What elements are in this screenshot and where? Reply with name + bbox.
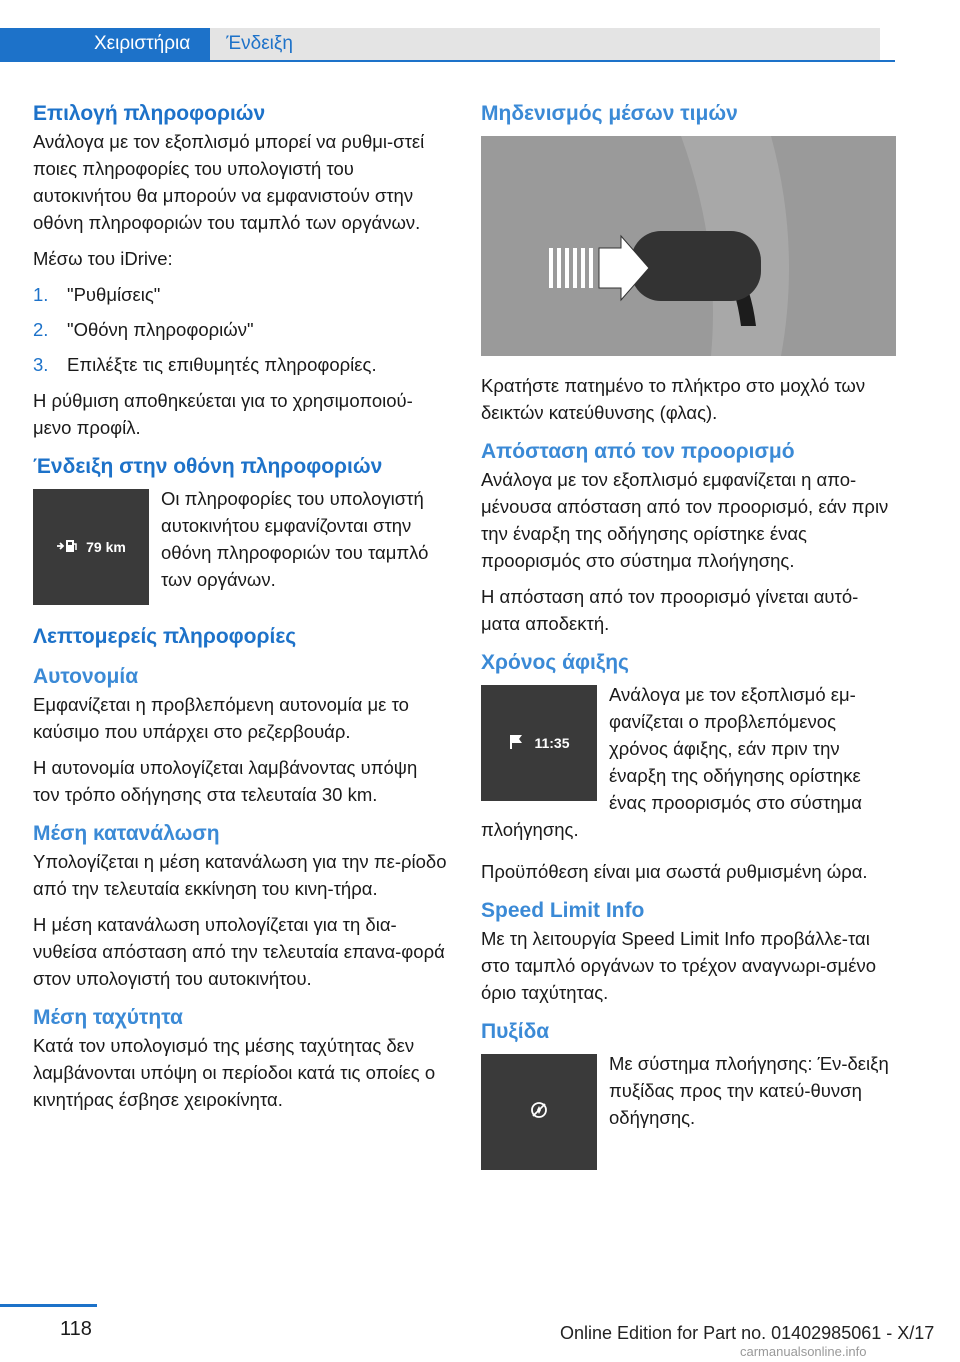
paragraph: Με τη λειτουργία Speed Limit Info προβάλλε-ται στο ταμπλό οργάνων το τρέχον αναγνωρι-σμένο όριο ταχύτητας. (481, 928, 876, 1003)
compass-icon (529, 1100, 549, 1125)
arrival-time-value: 11:35 (534, 735, 570, 751)
tab-controls[interactable]: Χειριστήρια (0, 28, 210, 60)
compass-figure (481, 1054, 597, 1170)
right-column (481, 100, 896, 1182)
section-title-info-selection: Επιλογή πληροφοριών (33, 102, 266, 125)
step-number: 2. (33, 319, 49, 340)
paragraph: Κατά τον υπολογισμό της μέσης ταχύτητας δεν λαμβάνονται υπόψη οι περίοδοι κατά τις οποίες ο κινητήρας έσβησε χειροκίνητα. (33, 1035, 436, 1110)
step-number: 1. (33, 284, 49, 305)
paragraph: Ανάλογα με τον εξοπλισμό εμφανίζεται η απο-μένουσα απόσταση από τον προορισμό, εάν πριν την έναρξη της οδήγησης ορίστηκε ένας προορισμός στο σύστημα πλοήγησης. (481, 469, 889, 571)
tab-display[interactable]: Ένδειξη (210, 28, 880, 60)
paragraph: Εμφανίζεται η προβλεπόμενη αυτονομία με το καύσιμο που υπάρχει στο ρεζερβουάρ. (33, 694, 409, 742)
step-text: "Οθόνη πληροφοριών" (67, 319, 254, 340)
step-text: Επιλέξτε τις επιθυμητές πληροφορίες. (67, 354, 377, 375)
paragraph: Προϋπόθεση είναι μια σωστά ρυθμισμένη ώρα. (481, 861, 868, 882)
subsection-title-distance-to-destination: Απόσταση από τον προορισμό (481, 440, 795, 463)
paragraph: Κρατήστε πατημένο το πλήκτρο στο μοχλό των δεικτών κατεύθυνσης (φλας). (481, 375, 866, 423)
subsection-title-compass: Πυξίδα (481, 1020, 550, 1043)
page-number: 118 (60, 1318, 92, 1340)
step-text: "Ρυθμίσεις" (67, 284, 161, 305)
section-title-info-display: Ένδειξη στην οθόνη πληροφοριών (33, 455, 383, 478)
steps-list (33, 281, 448, 378)
figure-row (481, 681, 896, 852)
subsection-title-range: Αυτονομία (33, 665, 139, 688)
subsection-title-speed-limit-info: Speed Limit Info (481, 899, 645, 922)
paragraph: Οι πληροφορίες του υπολογιστή αυτοκινήτου εμφανίζονται στην οθόνη πληροφοριών του ταμπλό των οργάνων. (161, 488, 429, 590)
edition-text: Online Edition for Part no. 01402985061 - X/17 (560, 1323, 935, 1343)
range-value: 79 km (86, 539, 126, 555)
paragraph: Ανάλογα με τον εξοπλισμό εμ-φανίζεται ο προβλεπόμενος χρόνος άφιξης, εάν πριν την έναρξη της οδήγησης ορίστηκε ένας προορισμός στο σύστημα πλοήγησης. (481, 684, 862, 840)
step-number: 3. (33, 354, 49, 375)
header-divider (0, 60, 895, 62)
footer-divider (0, 1304, 97, 1307)
fuel-pump-icon (56, 538, 78, 557)
left-column (33, 100, 448, 1122)
paragraph: Με σύστημα πλοήγησης: Έν-δειξη πυξίδας προς την κατεύ-θυνση οδήγησης. (609, 1053, 889, 1128)
paragraph: Η απόσταση από τον προορισμό γίνεται αυτό-ματα αποδεκτή. (481, 586, 859, 634)
paragraph: Ανάλογα με τον εξοπλισμό μπορεί να ρυθμι-στεί ποιες πληροφορίες του υπολογιστή του αυτοκινήτου θα μπορούν να εμφανιστούν στην οθόνη πληροφοριών του ταμπλό των οργάνων. (33, 131, 425, 233)
subsection-title-avg-speed: Μέση ταχύτητα (33, 1006, 183, 1029)
section-title-detailed-info: Λεπτομερείς πληροφορίες (33, 625, 297, 648)
list-item (33, 316, 448, 343)
paragraph: Μέσω του iDrive: (33, 248, 173, 269)
watermark: carmanualsonline.info (740, 1344, 867, 1359)
paragraph: Η αυτονομία υπολογίζεται λαμβάνοντας υπόψη τον τρόπο οδήγησης στα τελευταία 30 km. (33, 757, 418, 805)
list-item (33, 281, 448, 308)
subsection-title-reset-averages: Μηδενισμός μέσων τιμών (481, 102, 738, 125)
destination-flag-icon (508, 733, 526, 754)
figure-row (481, 1050, 896, 1176)
paragraph: Η ρύθμιση αποθηκεύεται για το χρησιμοποιού-μενο προφίλ. (33, 390, 413, 438)
header-tabs (0, 28, 880, 62)
turn-signal-lever-photo (481, 136, 896, 356)
list-item (33, 351, 448, 378)
subsection-title-avg-consumption: Μέση κατανάλωση (33, 822, 220, 845)
paragraph: Η μέση κατανάλωση υπολογίζεται για τη δια-νυθείσα απόσταση από την τελευταία επανα-φορά στον υπολογιστή του αυτοκινήτου. (33, 914, 445, 989)
subsection-title-arrival-time: Χρόνος άφιξης (481, 651, 629, 674)
figure-row (33, 485, 448, 611)
range-display-figure (33, 489, 149, 605)
arrival-time-figure (481, 685, 597, 801)
paragraph: Υπολογίζεται η μέση κατανάλωση για την πε-ρίοδο από την τελευταία εκκίνηση του κινη-τήρα. (33, 851, 447, 899)
